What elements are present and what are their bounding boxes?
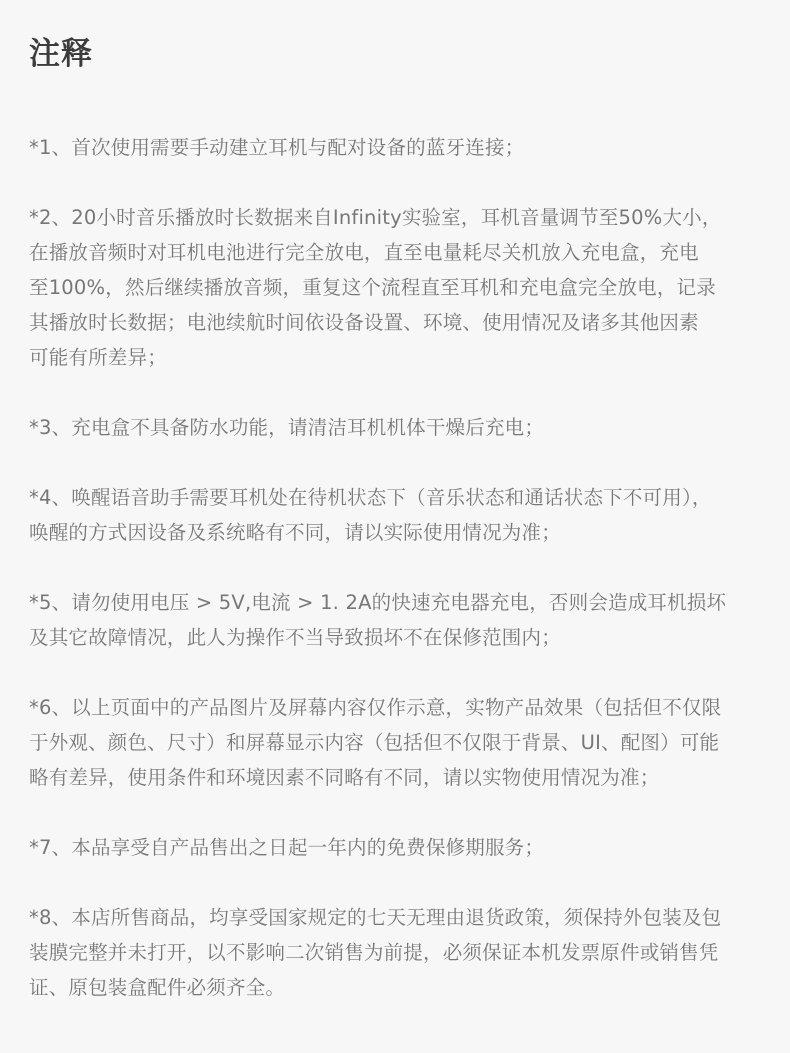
note-item-3: *3、充电盒不具备防水功能，请清洁耳机机体干燥后充电；: [29, 416, 545, 439]
note-item-4: *4、唤醒语音助手需要耳机处在待机状态下（音乐状态和通话状态下不可用）， 唤醒的方式因设备及系统略有不同，请以实际使用情况为准；: [29, 486, 712, 544]
note-item-5: *5、请勿使用电压 > 5V,电流 > 1. 2A的快速充电器充电，否则会造成耳机损坏 及其它故障情况，此人为操作不当导致损坏不在保修范围内；: [29, 591, 727, 649]
note-item-6: *6、以上页面中的产品图片及屏幕内容仅作示意，实物产品效果（包括但不仅限 于外观、颜色、尺寸）和屏幕显示内容（包括但不仅限于背景、UI、配图）可能 略有差异，使用条件和环境因素不同略有不同，请以实物使用情况为准；: [29, 696, 722, 789]
note-item-1: *1、首次使用需要手动建立耳机与配对设备的蓝牙连接；: [29, 136, 525, 159]
note-item-8: *8、本店所售商品，均享受国家规定的七天无理由退货政策，须保持外包装及包 装膜完整并未打开，以不影响二次销售为前提，必须保证本机发票原件或销售凭 证、原包装盒配件必须齐全。: [29, 906, 722, 999]
notes-list: [29, 130, 762, 1005]
page-title: 注释: [29, 36, 93, 72]
note-item-7: *7、本品享受自产品售出之日起一年内的免费保修期服务；: [29, 836, 545, 859]
note-item-2: *2、20小时音乐播放时长数据来自Infinity实验室，耳机音量调节至50%大小， 在播放音频时对耳机电池进行完全放电，直至电量耗尽关机放入充电盒，充电 至100%，然后继续播放音频，重复这个流程直至耳机和充电盒完全放电，记录 其播放时长数据；电池续航时间依设备设置、环境、使用情况及诸多其他因素 可能有所差异；: [29, 206, 722, 369]
